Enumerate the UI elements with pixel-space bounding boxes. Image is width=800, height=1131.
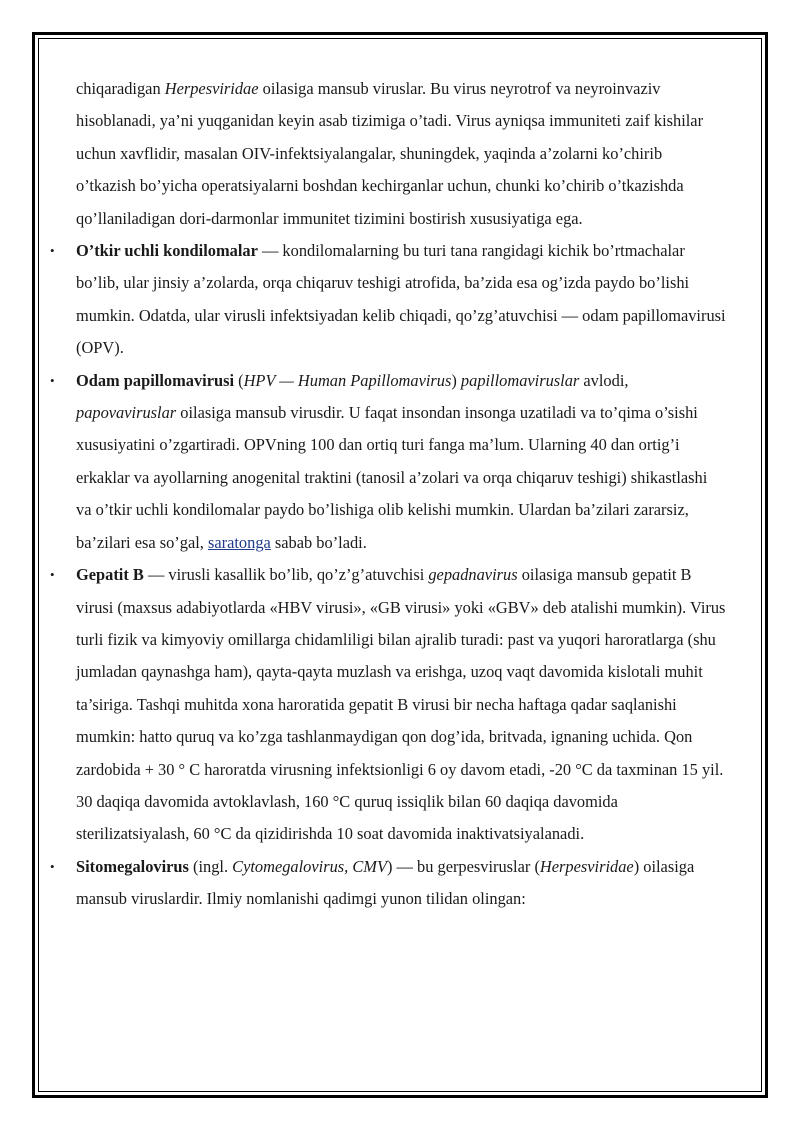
- list-item-gepatit-b: • Gepatit B — virusli kasallik bo’lib, qo’z’g’atuvchisi gepadnavirus oilasiga mansub gepatit B virusi (maxsus adabiyotlarda «HBV virusi», «GB virusi» yoki «GBV» deb atalishi mumkin). Virus turli fizik va kimyoviy omillarga chidamliligi bilan ajralib turadi: past va yuqori haroratlarga (shu jumladan qaynashga ham), qayta-qayta muzlash va erishga, uzoq vaqt davomida kislotali muhit ta’siriga. Tashqi muhitda xona haroratida gepatit B virusi bir necha haftaga qadar saqlanishi mumkin: hatto quruq va ko’zga tashlanmaydigan qon dog’ida, britvada, ignaning uchida. Qon zardobida + 30 ° C haroratda virusning infektsionligi 6 oy davom etadi, -20 °C da taxminan 15 yil. 30 daqiqa davomida avtoklavlash, 160 °C quruq issiqlik bilan 60 daqiqa davomida sterilizatsiyalash, 60 °C da qizidirishda 10 soat davomida inaktivatsiyalanadi.: [76, 559, 726, 851]
- intro-paragraph: chiqaradigan Herpesviridae oilasiga mansub viruslar. Bu virus neyrotrof va neyroinvaziv hisoblanadi, ya’ni yuqganidan keyin asab tizimiga o’tadi. Virus ayniqsa immuniteti zaif kishilar uchun xavflidir, masalan OIV-infektsiyalangalar, shuningdek, yaqinda a’zolarni ko’chirib o’tkazish bo’yicha operatsiyalarni boshdan kechirganlar uchun, chunki ko’chirib o’tkazishda qo’llaniladigan dori-darmonlar immunitet tizimini bostirish xususiyatiga ega.: [76, 79, 704, 228]
- virus-list: [50, 235, 726, 916]
- list-item-kondilomalar: • O’tkir uchli kondilomalar — kondilomalarning bu turi tana rangidagi kichik bo’rtmachalar bo’lib, ular jinsiy a’zolarda, orqa chiqaruv teshigi atrofida, ba’zida esa og’izda paydo bo’lishi mumkin. Odatda, ular virusli infektsiyadan kelib chiqadi, qo’zg’atuvchisi — odam papillomavirusi (OPV).: [76, 235, 726, 365]
- saratonga-link[interactable]: saratonga: [207, 532, 271, 552]
- bullet-icon: •: [50, 243, 55, 259]
- bullet-icon: •: [50, 858, 55, 874]
- bullet-icon: •: [50, 567, 55, 583]
- list-item-papillomavirus: • Odam papillomavirusi (HPV — Human Papillomavirus) papillomaviruslar avlodi, papovaviruslar oilasiga mansub virusdir. U faqat insondan insonga uzatiladi va to’qima o’sishi xususiyatini o’zgartiradi. OPVning 100 dan ortiq turi fanga ma’lum. Ularning 40 dan ortig’i erkaklar va ayollarning anogenital traktini (tanosil a’zolari va orqa chiqaruv teshigi) shikastlashi va o’tkir uchli kondilomalar paydo bo’lishiga olib kelishi mumkin. Ulardan ba’zilari zararsiz, ba’zilari esa so’gal, saratonga sabab bo’ladi.: [76, 365, 726, 559]
- bullet-icon: •: [50, 372, 55, 388]
- list-item-sitomegalovirus: • Sitomegalovirus (ingl. Cytomegalovirus, CMV) — bu gerpesviruslar (Herpesviridae) oilasiga mansub viruslardir. Ilmiy nomlanishi qadimgi yunon tilidan olingan:: [76, 851, 726, 916]
- document-body: [50, 73, 726, 916]
